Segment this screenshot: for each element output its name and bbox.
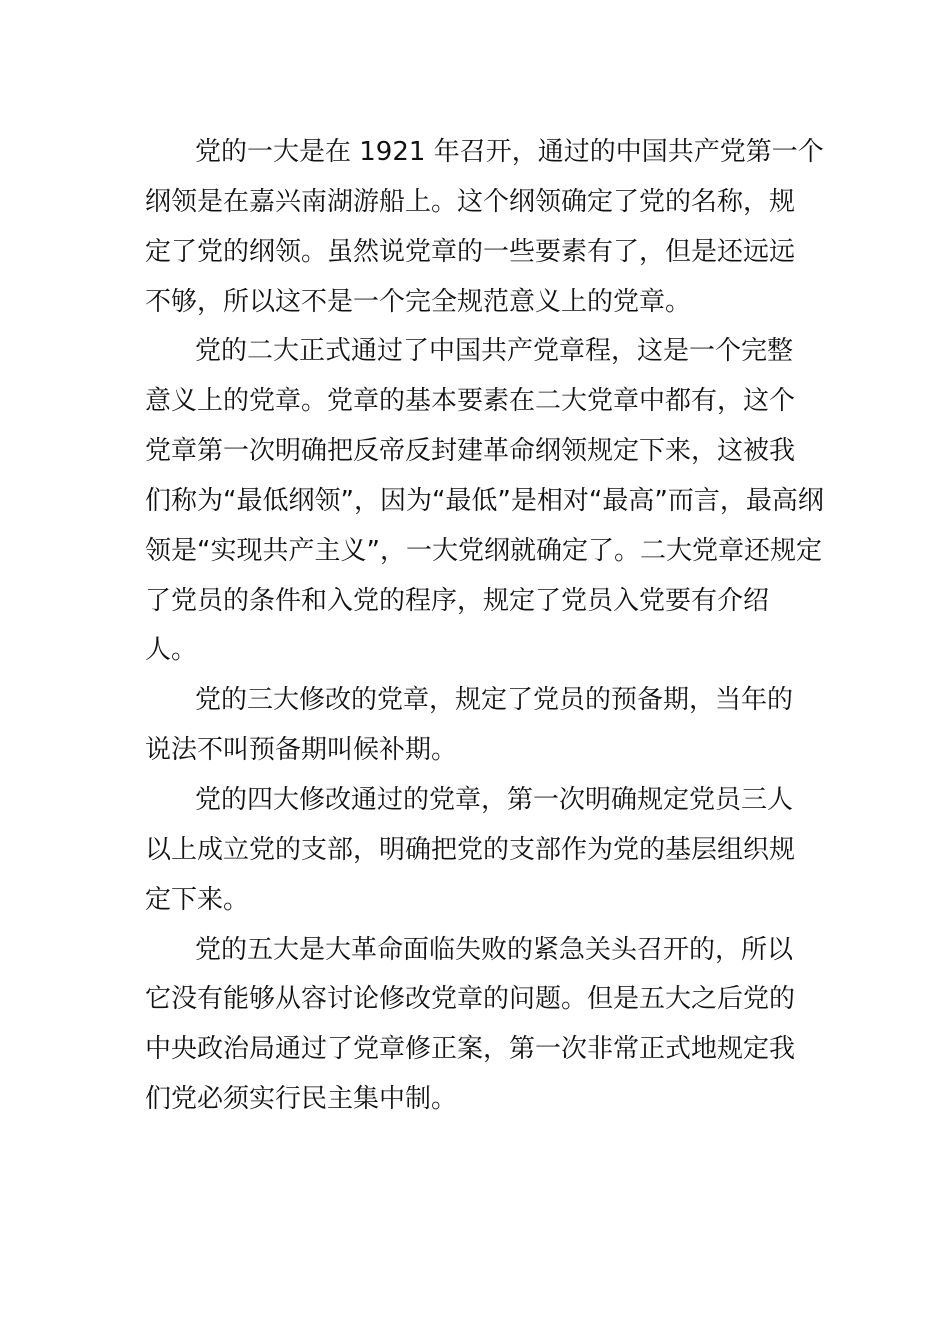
text-line: 中央政治局通过了党章修正案，第一次非常正式地规定我 bbox=[145, 1034, 796, 1065]
text-line: 党的三大修改的党章，规定了党员的预备期，当年的 bbox=[195, 685, 794, 716]
text-line: 意义上的党章。党章的基本要素在二大党章中都有，这个 bbox=[145, 386, 796, 417]
document-page bbox=[145, 128, 824, 1125]
text-line: 人。 bbox=[145, 635, 198, 666]
text-line: 们党必须实行民主集中制。 bbox=[145, 1084, 458, 1115]
paragraph bbox=[145, 776, 810, 926]
text-line: 党的二大正式通过了中国共产党章程，这是一个完整 bbox=[195, 336, 794, 367]
paragraph bbox=[145, 926, 810, 1125]
text-line: 党章第一次明确把反帝反封建革命纲领规定下来，这被我 bbox=[145, 436, 796, 467]
text-line: 定下来。 bbox=[145, 884, 250, 915]
text-line: 说法不叫预备期叫候补期。 bbox=[145, 735, 458, 766]
text-line: 党的四大修改通过的党章，第一次明确规定党员三人 bbox=[195, 784, 794, 815]
paragraph bbox=[145, 676, 810, 776]
text-line: 党的五大是大革命面临失败的紧急关头召开的，所以 bbox=[195, 934, 794, 965]
text-line: 纲领是在嘉兴南湖游船上。这个纲领确定了党的名称，规 bbox=[145, 186, 796, 217]
text-line: 党的一大是在 1921 年召开，通过的中国共产党第一个 bbox=[195, 137, 824, 167]
text-line: 们称为“最低纲领”，因为“最低”是相对“最高”而言，最高纲 bbox=[145, 485, 824, 516]
paragraph bbox=[145, 327, 824, 676]
text-line: 它没有能够从容讨论修改党章的问题。但是五大之后党的 bbox=[145, 984, 796, 1015]
text-line: 不够，所以这不是一个完全规范意义上的党章。 bbox=[145, 286, 692, 317]
text-line: 以上成立党的支部，明确把党的支部作为党的基层组织规 bbox=[145, 834, 796, 865]
text-line: 定了党的纲领。虽然说党章的一些要素有了，但是还远远 bbox=[145, 236, 796, 267]
text-line: 领是“实现共产主义”，一大党纲就确定了。二大党章还规定 bbox=[145, 535, 822, 566]
paragraph bbox=[145, 128, 824, 327]
text-line: 了党员的条件和入党的程序，规定了党员入党要有介绍 bbox=[145, 585, 770, 616]
